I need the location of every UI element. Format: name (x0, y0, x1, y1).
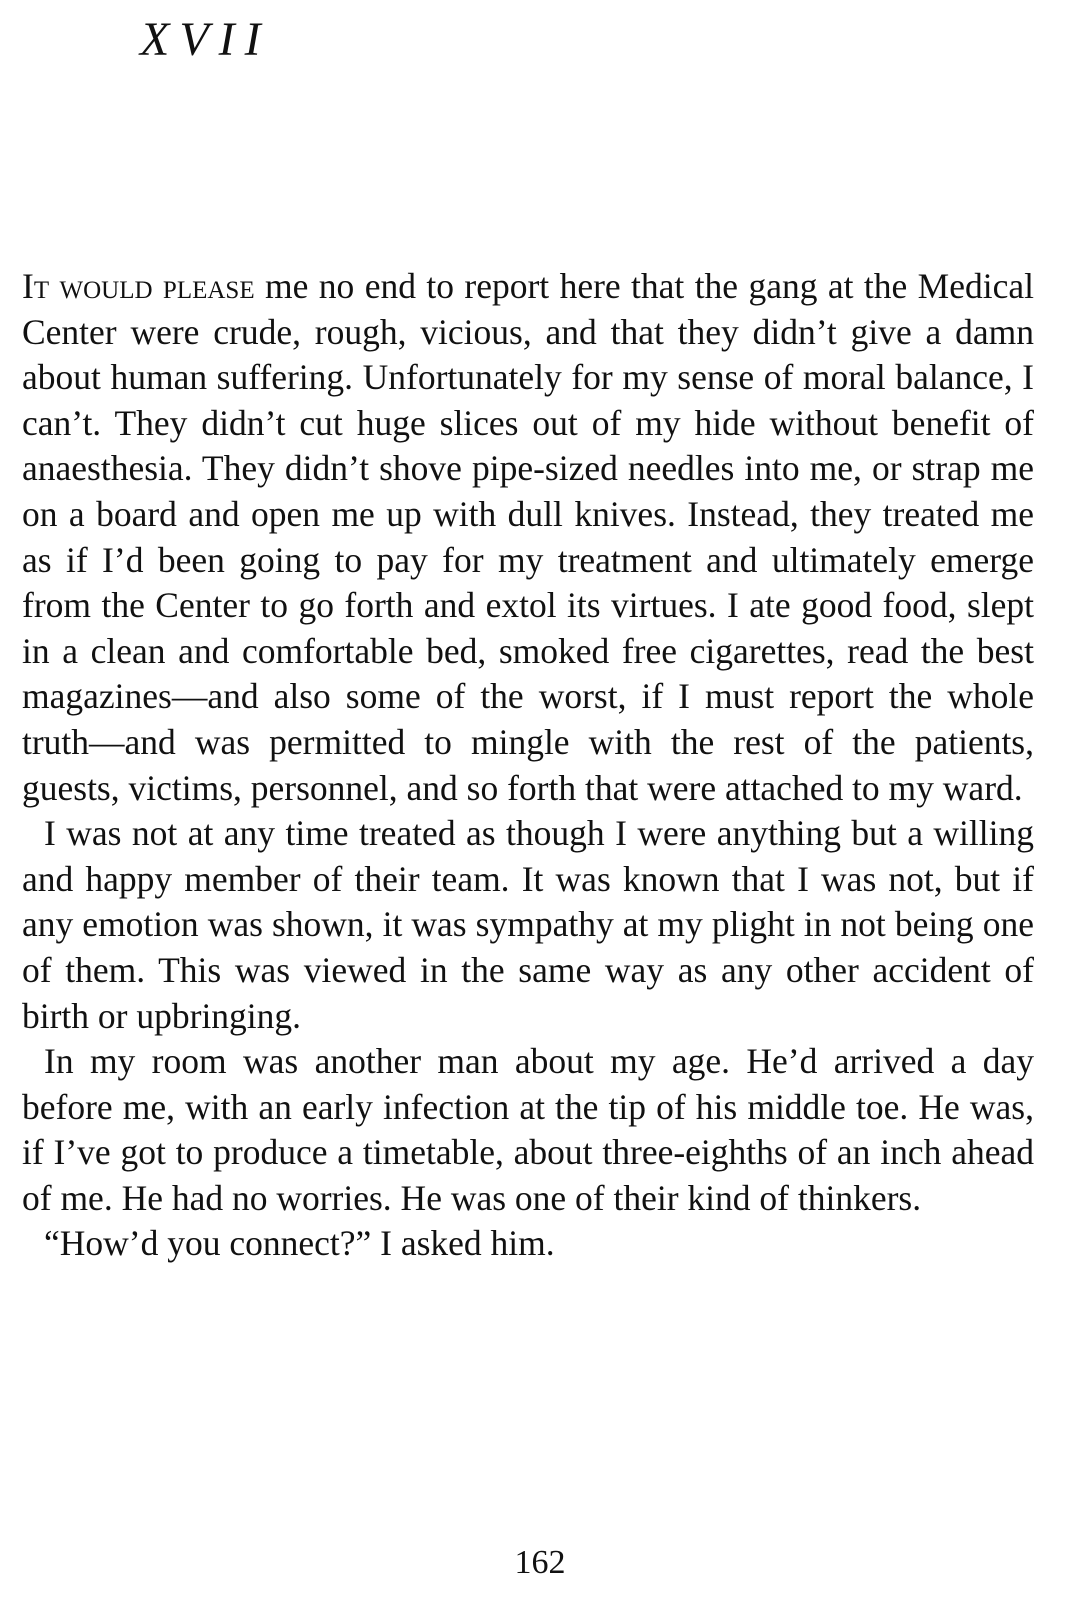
paragraph-1 (22, 264, 1034, 811)
paragraph-2: I was not at any time treated as though I were anything but a willing and happy member of their team. It was known that I was not, but if any emotion was shown, it was sympathy at my plight in not being one of them. This was viewed in the same way as any other accident of birth or upbringing. (22, 813, 1034, 1036)
chapter-heading: XVII (140, 13, 271, 66)
paragraph-3: In my room was another man about my age. He’d arrived a day before me, with an early infection at the tip of his middle toe. He was, if I’ve got to produce a timetable, about three-eighths of an inch ahead of me. He had no worries. He was one of their kind of thinkers. (22, 1041, 1034, 1218)
paragraph-4: “How’d you connect?” I asked him. (44, 1223, 555, 1264)
body-text (22, 264, 1034, 1267)
paragraph-1-lead-smallcaps: It would please (22, 266, 255, 306)
page-number: 162 (514, 1544, 566, 1581)
paragraph-1-text: me no end to report here that the gang at the Medical Center were crude, rough, vicious, and that they didn’t give a damn about human suffering. Unfortunately for my sense of moral balance, I can’t. They didn’t cut huge slices out of my hide without benefit of anaesthesia. They didn’t shove pipe-sized needles into me, or strap me on a board and open me up with dull knives. Instead, they treated me as if I’d been going to pay for my treatment and ultimately emerge from the Center to go forth and extol its virtues. I ate good food, slept in a clean and comfortable bed, smoked free cigarettes, read the best magazines—and also some of the worst, if I must report the whole truth—and was permitted to mingle with the rest of the patients, guests, victims, personnel, and so forth that were attached to my ward. (22, 266, 1034, 808)
